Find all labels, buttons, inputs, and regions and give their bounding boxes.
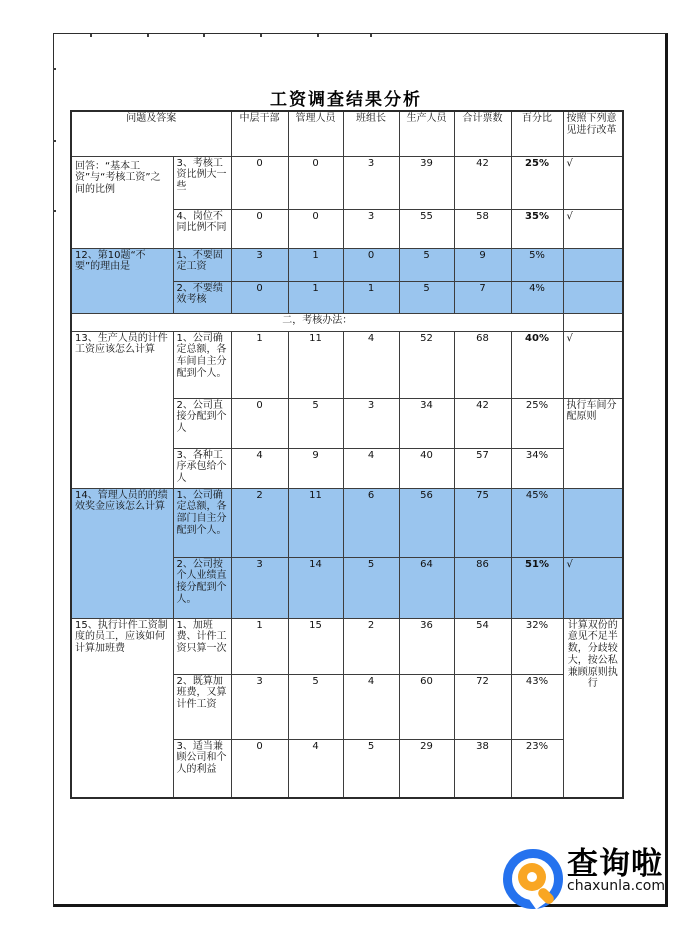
cell-percent: 45% — [511, 488, 563, 557]
cell-value: 3 — [343, 209, 399, 248]
cell-question: 14、管理人员的的绩效奖金应该怎么计算 — [71, 488, 173, 618]
table-row-highlighted — [71, 488, 623, 557]
cell-value: 0 — [231, 156, 288, 209]
cell-value: 5 — [288, 398, 343, 448]
cell-value: 4 — [288, 739, 343, 798]
col-header-midlevel: 中层干部 — [231, 111, 288, 156]
cell-value: 39 — [399, 156, 454, 209]
cell-value: 3 — [231, 557, 288, 618]
crop-tick — [53, 210, 56, 212]
cell-value: 58 — [454, 209, 511, 248]
cell-value: 4 — [343, 674, 399, 739]
cell-value: 40 — [399, 448, 454, 488]
cell-value: 0 — [231, 281, 288, 313]
page-title: 工资调查结果分析 — [270, 90, 422, 110]
cell-answer: 1、公司确定总额，各车间自主分配到个人。 — [173, 331, 231, 398]
cell-question: 回答：“基本工资”与“考核工资”之间的比例 — [71, 156, 173, 248]
crop-tick — [53, 140, 56, 142]
checkmark-cell: √ — [563, 557, 623, 618]
cell-value: 5 — [399, 281, 454, 313]
cell-value: 11 — [288, 488, 343, 557]
table-row — [71, 331, 623, 398]
remark-cell — [563, 281, 623, 313]
crop-tick — [90, 34, 92, 37]
cell-answer: 1、不要固定工资 — [173, 248, 231, 281]
remark-cell: 计算双份的意见不足半数，分歧较大，按公私兼顾原则执行 — [563, 618, 623, 798]
remark-cell — [563, 488, 623, 557]
cell-value: 3 — [343, 398, 399, 448]
cell-value: 3 — [343, 156, 399, 209]
logo-domain-text: chaxunla.com — [567, 878, 665, 895]
cell-value: 55 — [399, 209, 454, 248]
cell-value: 60 — [399, 674, 454, 739]
cell-value: 42 — [454, 398, 511, 448]
cell-answer: 3、考核工资比例大一些 — [173, 156, 231, 209]
cell-value: 1 — [231, 331, 288, 398]
cell-value: 29 — [399, 739, 454, 798]
col-header-teamleader: 班组长 — [343, 111, 399, 156]
checkmark-cell: √ — [563, 209, 623, 248]
cell-answer: 2、既算加班费，又算计件工资 — [173, 674, 231, 739]
cell-percent: 35% — [511, 209, 563, 248]
col-header-production: 生产人员 — [399, 111, 454, 156]
cell-value: 72 — [454, 674, 511, 739]
remark-cell: 执行车间分配原则 — [563, 398, 623, 488]
cell-answer: 3、各种工序承包给个人 — [173, 448, 231, 488]
col-header-totalvotes: 合计票数 — [454, 111, 511, 156]
cell-percent: 34% — [511, 448, 563, 488]
remark-cell — [563, 248, 623, 281]
cell-question: 13、生产人员的计件工资应该怎么计算 — [71, 331, 173, 488]
cell-question: 12、第10题“不要”的理由是 — [71, 248, 173, 313]
checkmark-cell: √ — [563, 156, 623, 209]
cell-percent: 5% — [511, 248, 563, 281]
cell-value: 4 — [343, 331, 399, 398]
cell-value: 4 — [343, 448, 399, 488]
cell-percent: 32% — [511, 618, 563, 674]
section-row — [71, 313, 623, 331]
logo-brand-text: 查询啦 — [567, 846, 663, 882]
cell-value: 64 — [399, 557, 454, 618]
section-label: 二，考核办法： — [71, 313, 563, 331]
crop-tick — [203, 34, 205, 37]
table-header-row — [71, 111, 623, 156]
magnifier-icon — [501, 847, 563, 909]
cell-value: 14 — [288, 557, 343, 618]
cell-answer: 4、岗位不同比例不同 — [173, 209, 231, 248]
col-header-question: 问题及答案 — [71, 111, 231, 156]
cell-value: 52 — [399, 331, 454, 398]
checkmark-cell: √ — [563, 331, 623, 398]
cell-value: 86 — [454, 557, 511, 618]
crop-tick — [53, 68, 56, 70]
chaxunla-watermark — [501, 845, 671, 915]
cell-value: 1 — [343, 281, 399, 313]
cell-value: 2 — [343, 618, 399, 674]
cell-value: 1 — [288, 281, 343, 313]
cell-value: 5 — [399, 248, 454, 281]
cell-value: 0 — [288, 156, 343, 209]
table-row — [71, 618, 623, 674]
cell-value: 36 — [399, 618, 454, 674]
col-header-managers: 管理人员 — [288, 111, 343, 156]
table-row — [71, 156, 623, 209]
cell-value: 0 — [231, 209, 288, 248]
cell-value: 0 — [343, 248, 399, 281]
cell-value: 5 — [288, 674, 343, 739]
crop-tick — [260, 34, 262, 37]
cell-value: 38 — [454, 739, 511, 798]
cell-percent: 43% — [511, 674, 563, 739]
crop-tick — [147, 34, 149, 37]
cell-percent: 25% — [511, 156, 563, 209]
cell-value: 75 — [454, 488, 511, 557]
cell-answer: 1、公司确定总额，各部门自主分配到个人。 — [173, 488, 231, 557]
cell-question: 15、执行计件工资制度的员工，应该如何计算加班费 — [71, 618, 173, 798]
cell-value: 1 — [231, 618, 288, 674]
cell-answer: 1、加班费、计件工资只算一次 — [173, 618, 231, 674]
cell-percent: 25% — [511, 398, 563, 448]
cell-value: 0 — [288, 209, 343, 248]
cell-value: 7 — [454, 281, 511, 313]
cell-percent: 40% — [511, 331, 563, 398]
cell-value: 3 — [231, 674, 288, 739]
cell-value: 42 — [454, 156, 511, 209]
cell-value: 0 — [231, 739, 288, 798]
crop-tick — [317, 34, 319, 37]
cell-value: 68 — [454, 331, 511, 398]
cell-value: 56 — [399, 488, 454, 557]
cell-value: 3 — [231, 248, 288, 281]
cell-value: 57 — [454, 448, 511, 488]
cell-value: 1 — [288, 248, 343, 281]
cell-value: 6 — [343, 488, 399, 557]
cell-answer: 3、适当兼顾公司和个人的利益 — [173, 739, 231, 798]
cell-answer: 2、公司直接分配到个人 — [173, 398, 231, 448]
remark-cell — [563, 313, 623, 331]
cell-percent: 4% — [511, 281, 563, 313]
cell-value: 4 — [231, 448, 288, 488]
col-header-reform: 按照下列意见进行改革 — [563, 111, 623, 156]
cell-value: 9 — [454, 248, 511, 281]
cell-value: 5 — [343, 739, 399, 798]
col-header-percent: 百分比 — [511, 111, 563, 156]
cell-value: 0 — [231, 398, 288, 448]
cell-value: 2 — [231, 488, 288, 557]
cell-percent: 51% — [511, 557, 563, 618]
survey-results-table — [70, 110, 624, 799]
cell-value: 9 — [288, 448, 343, 488]
crop-tick — [370, 34, 372, 37]
cell-value: 11 — [288, 331, 343, 398]
cell-value: 15 — [288, 618, 343, 674]
cell-value: 5 — [343, 557, 399, 618]
cell-answer: 2、公司按个人业绩直接分配到个人。 — [173, 557, 231, 618]
cell-answer: 2、不要绩效考核 — [173, 281, 231, 313]
table-row-highlighted — [71, 248, 623, 281]
cell-value: 34 — [399, 398, 454, 448]
cell-value: 54 — [454, 618, 511, 674]
cell-percent: 23% — [511, 739, 563, 798]
